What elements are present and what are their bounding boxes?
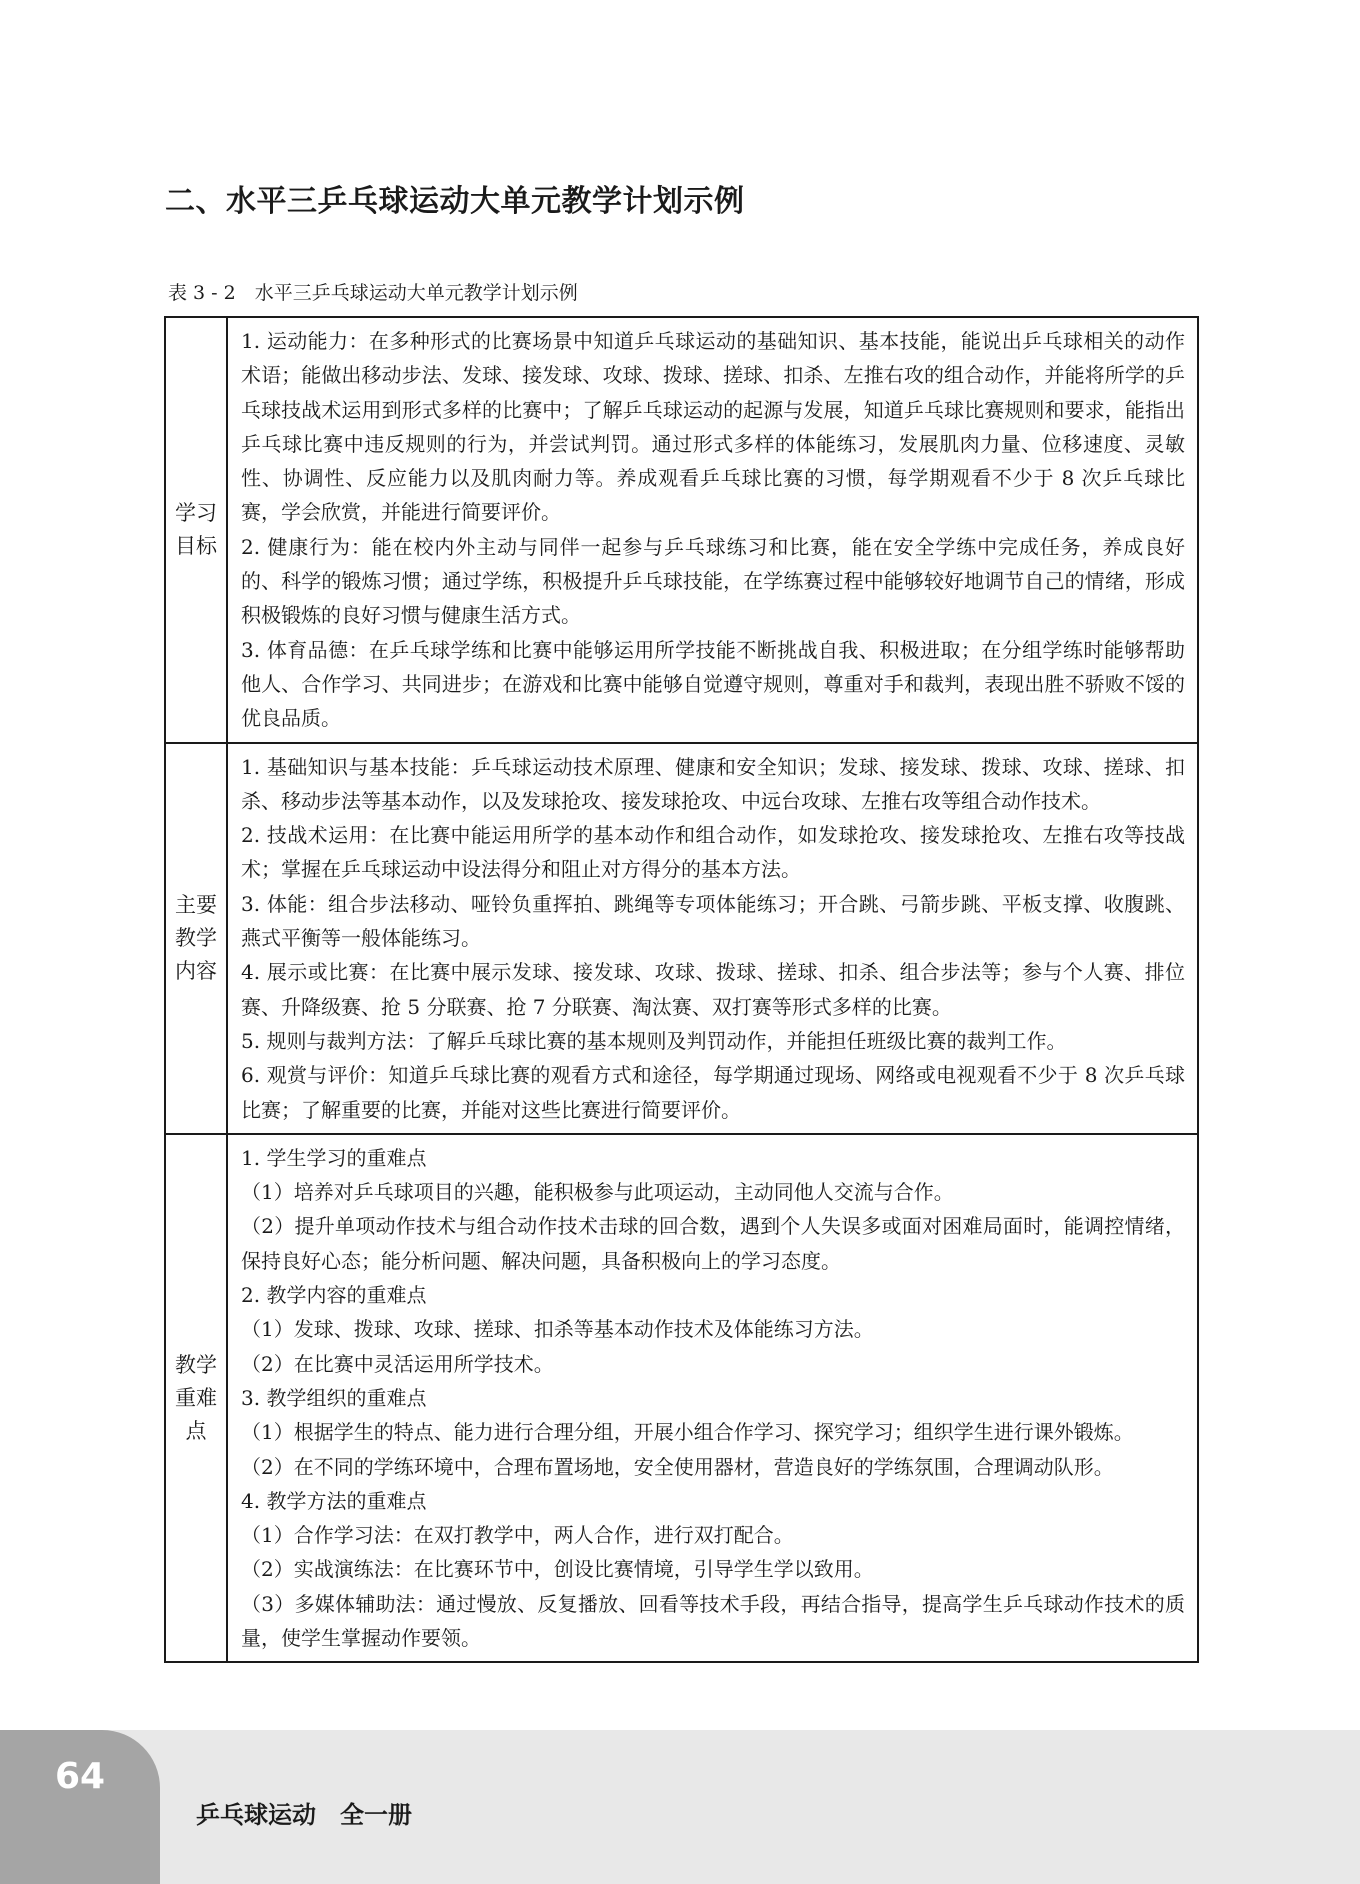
- row-content: [227, 317, 1198, 743]
- content-paragraph: （3）多媒体辅助法：通过慢放、反复播放、回看等技术手段，再结合指导，提高学生乒乓球动作技术的质量，使学生掌握动作要领。: [241, 1591, 1185, 1650]
- teaching-plan-table: [164, 316, 1199, 1663]
- row-label-line: 学习: [175, 500, 217, 525]
- table-row: [165, 743, 1198, 1134]
- content-paragraph: 1. 学生学习的重难点: [241, 1145, 427, 1170]
- row-label-line: 目标: [175, 533, 217, 558]
- row-content: [227, 743, 1198, 1134]
- content-paragraph: 6. 观赏与评价：知道乒乓球比赛的观看方式和途径，每学期通过现场、网络或电视观看不少于 8 次乒乓球比赛；了解重要的比赛，并能对这些比赛进行简要评价。: [241, 1063, 1185, 1122]
- content-paragraph: 5. 规则与裁判方法：了解乒乓球比赛的基本规则及判罚动作，并能担任班级比赛的裁判工作。: [241, 1028, 1067, 1053]
- content-paragraph: （1）发球、拨球、攻球、搓球、扣杀等基本动作技术及体能练习方法。: [241, 1317, 874, 1342]
- content-paragraph: 1. 运动能力：在多种形式的比赛场景中知道乒乓球运动的基础知识、基本技能，能说出乒乓球相关的动作术语；能做出移动步法、发球、接发球、攻球、拨球、搓球、扣杀、左推右攻的组合动作，并能将所学的乒乓球技战术运用到形式多样的比赛中；了解乒乓球运动的起源与发展，知道乒乓球比赛规则和要求，能指出乒乓球比赛中违反规则的行为，并尝试判罚。通过形式多样的体能练习，发展肌肉力量、位移速度、灵敏性、协调性、反应能力以及肌肉耐力等。养成观看乒乓球比赛的习惯，每学期观看不少于 8 次乒乓球比赛，学会欣赏，并能进行简要评价。: [241, 329, 1185, 525]
- row-label-line: 重难: [175, 1385, 217, 1410]
- table-row: [165, 1134, 1198, 1662]
- row-label-line: 点: [185, 1418, 207, 1443]
- row-label: [165, 317, 227, 743]
- content-paragraph: （1）培养对乒乓球项目的兴趣，能积极参与此项运动，主动同他人交流与合作。: [241, 1180, 954, 1205]
- content-paragraph: 4. 教学方法的重难点: [241, 1488, 427, 1513]
- row-label-line: 教学: [175, 1352, 217, 1377]
- row-label: [165, 1134, 227, 1662]
- content-paragraph: （2）在不同的学练环境中，合理布置场地，安全使用器材，营造良好的学练氛围，合理调动队形。: [241, 1454, 1114, 1479]
- content-paragraph: （2）实战演练法：在比赛环节中，创设比赛情境，引导学生学以致用。: [241, 1557, 874, 1582]
- content-paragraph: （1）根据学生的特点、能力进行合理分组，开展小组合作学习、探究学习；组织学生进行课外锻炼。: [241, 1420, 1134, 1445]
- content-paragraph: 2. 健康行为：能在校内外主动与同伴一起参与乒乓球练习和比赛，能在安全学练中完成任务，养成良好的、科学的锻炼习惯；通过学练，积极提升乒乓球技能，在学练赛过程中能够较好地调节自己的情绪，形成积极锻炼的良好习惯与健康生活方式。: [241, 534, 1185, 628]
- row-label-line: 内容: [175, 958, 217, 983]
- content-paragraph: 2. 教学内容的重难点: [241, 1283, 427, 1308]
- content-paragraph: 1. 基础知识与基本技能：乒乓球运动技术原理、健康和安全知识；发球、接发球、拨球、攻球、搓球、扣杀、移动步法等基本动作，以及发球抢攻、接发球抢攻、中远台攻球、左推右攻等组合动作技术。: [241, 754, 1185, 813]
- content-paragraph: 4. 展示或比赛：在比赛中展示发球、接发球、攻球、拨球、搓球、扣杀、组合步法等；参与个人赛、排位赛、升降级赛、抢 5 分联赛、抢 7 分联赛、淘汰赛、双打赛等形式多样的比赛。: [241, 960, 1185, 1019]
- table-caption: 表 3 - 2 水平三乒乓球运动大单元教学计划示例: [168, 282, 578, 304]
- content-paragraph: 3. 体育品德：在乒乓球学练和比赛中能够运用所学技能不断挑战自我、积极进取；在分组学练时能够帮助他人、合作学习、共同进步；在游戏和比赛中能够自觉遵守规则，尊重对手和裁判，表现出胜不骄败不馁的优良品质。: [241, 637, 1185, 731]
- row-label: [165, 743, 227, 1134]
- book-title: 乒乓球运动 全一册: [196, 1801, 412, 1829]
- page-number: 64: [54, 1756, 106, 1797]
- section-title: 二、水平三乒乓球运动大单元教学计划示例: [165, 184, 745, 219]
- row-content: [227, 1134, 1198, 1662]
- content-paragraph: 2. 技战术运用：在比赛中能运用所学的基本动作和组合动作，如发球抢攻、接发球抢攻、左推右攻等技战术；掌握在乒乓球运动中设法得分和阻止对方得分的基本方法。: [241, 823, 1185, 882]
- row-label-line: 主要: [175, 892, 217, 917]
- content-paragraph: （2）提升单项动作技术与组合动作技术击球的回合数，遇到个人失误多或面对困难局面时，能调控情绪，保持良好心态；能分析问题、解决问题，具备积极向上的学习态度。: [241, 1214, 1185, 1273]
- page-number-tab: [0, 1730, 160, 1884]
- table-row: [165, 317, 1198, 743]
- row-label-line: 教学: [175, 925, 217, 950]
- content-paragraph: （2）在比赛中灵活运用所学技术。: [241, 1351, 554, 1376]
- content-paragraph: （1）合作学习法：在双打教学中，两人合作，进行双打配合。: [241, 1523, 794, 1548]
- content-paragraph: 3. 教学组织的重难点: [241, 1385, 427, 1410]
- content-paragraph: 3. 体能：组合步法移动、哑铃负重挥拍、跳绳等专项体能练习；开合跳、弓箭步跳、平板支撑、收腹跳、燕式平衡等一般体能练习。: [241, 891, 1185, 951]
